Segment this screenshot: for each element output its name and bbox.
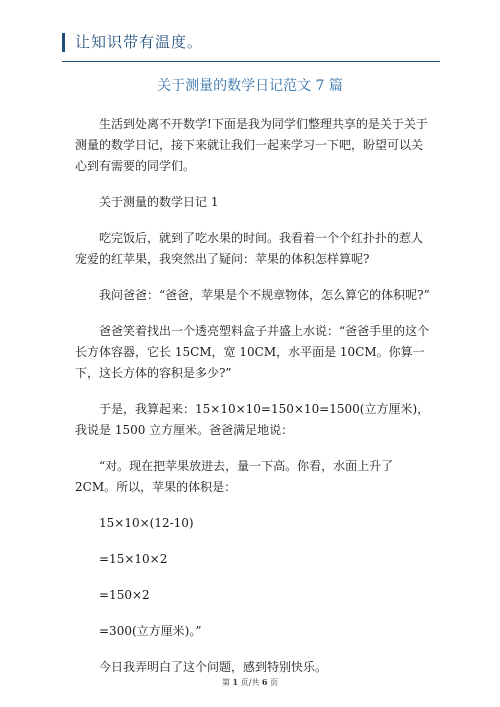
current-page-number: 1 [232,677,239,687]
header-divider [62,61,440,62]
total-page-count: 6 [261,677,268,687]
header-accent-bar [62,33,65,52]
footer-middle: 页/共 [238,678,262,687]
formula-line: =150×2 [99,588,150,602]
intro-paragraph: 生活到处离不开数学!下面是我为同学们整理共享的是关于关于测量的数学日记，接下来就让我们一起来学习一下吧，盼望可以关心到有需要的同学们。 [75,117,428,173]
section-heading: 关于测量的数学日记 1 [99,195,219,209]
header-slogan: 让知识带有温度。 [75,33,204,51]
formula-line: =300(立方厘米)。” [99,624,202,638]
document-body [75,114,430,678]
body-paragraph: 我问爸爸：“爸爸，苹果是个不规章物体，怎么算它的体积呢?” [99,288,430,302]
body-paragraph: “对。现在把苹果放进去，量一下高。你看，水面上升了 2CM。所以，苹果的体积是： [75,459,394,494]
body-paragraph: 爸爸笑着找出一个透亮塑料盒子并盛上水说：“爸爸手里的这个长方体容器，它长 15CM，宽 10CM，水平面是 10CM。你算一下，这长方体的容积是多少?” [75,324,430,380]
formula-line: 15×10×(12-10) [99,516,194,530]
body-paragraph: 于是，我算起来：15×10×10=150×10=1500(立方厘米)，我说是 1500 立方厘米。爸爸满足地说： [75,402,430,437]
page-footer [0,676,500,689]
footer-suffix: 页 [267,678,279,687]
closing-paragraph: 今日我弄明白了这个问题，感到特别快乐。 [99,660,328,674]
body-paragraph: 吃完饭后，就到了吃水果的时间。我看着一个个红扑扑的惹人宠爱的红苹果，我突然出了疑问：苹果的体积怎样算呢? [75,231,424,266]
document-title: 关于测量的数学日记范文 7 篇 [157,78,343,94]
footer-prefix: 第 [221,678,233,687]
formula-line: =15×10×2 [99,552,168,566]
